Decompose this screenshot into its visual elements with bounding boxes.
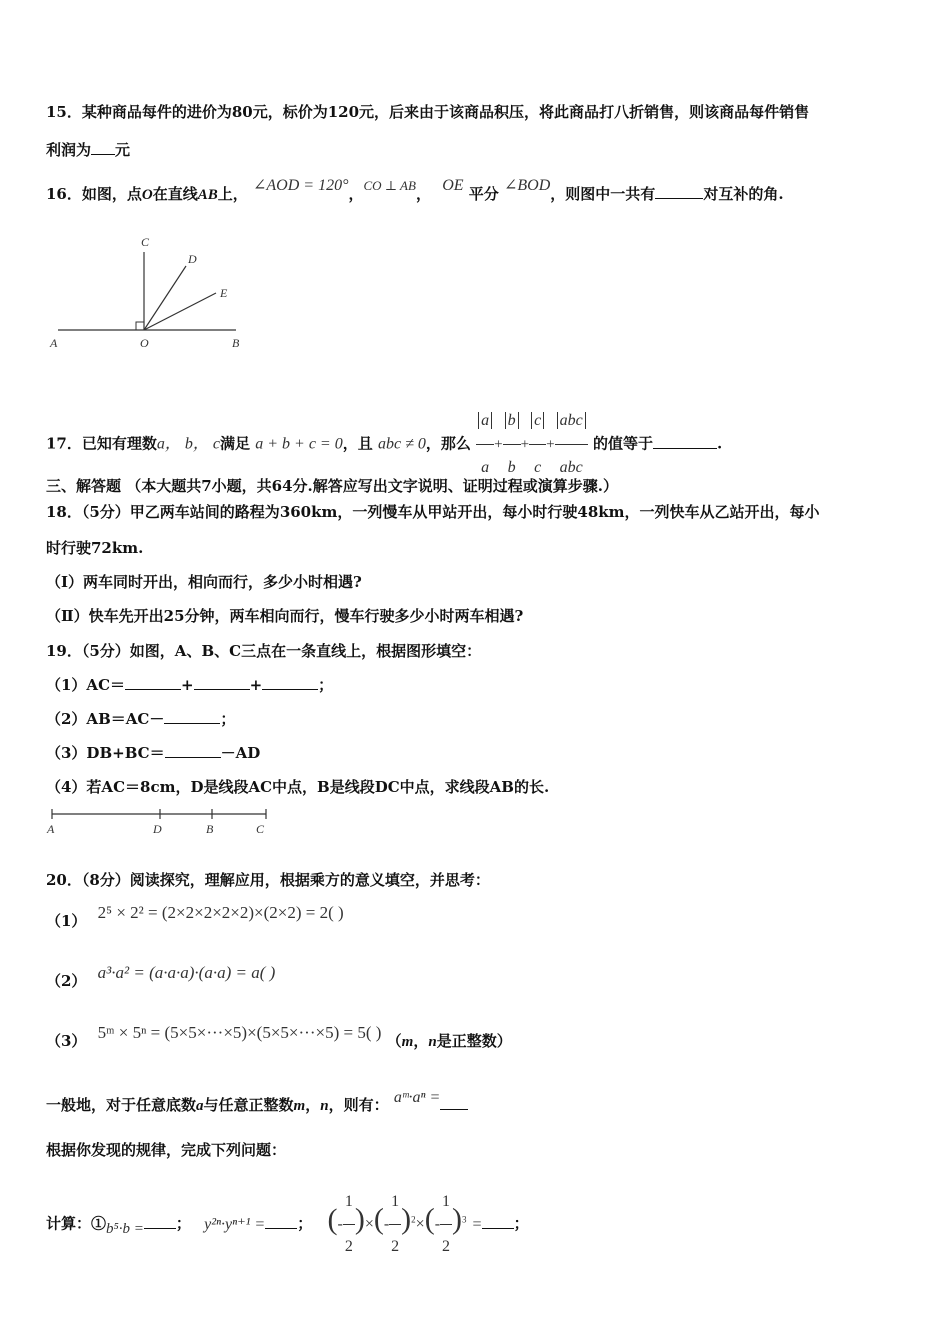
q20-item2 [46, 963, 276, 996]
q17-ineq: abc ≠ 0 [377, 435, 426, 453]
q16-point-o: O [141, 187, 153, 203]
paren-close-2: ) [401, 1202, 412, 1236]
q15-unit: 元 [115, 141, 131, 159]
q20-calc1-blank[interactable] [144, 1228, 176, 1229]
q20-semi2: ； [297, 1214, 313, 1233]
q16-comma2: ， [415, 185, 431, 203]
q17-blank[interactable] [653, 448, 717, 449]
q20-semi3: ； [513, 1214, 529, 1233]
frac-b: $\frac{b}{b}$ [503, 398, 521, 491]
minus-1: - [337, 1215, 343, 1233]
times-2: × [415, 1215, 425, 1233]
q17-and: ，且 [342, 434, 373, 453]
q19-title: 19．（5分）如图，A、B、C三点在一条直线上，根据图形填空： [46, 642, 482, 660]
frac-half-1: $\frac{1}{2}$ [343, 1180, 355, 1269]
q15-line1: 15．某种商品每件的进价为80元，标价为120元，后来由于该商品积压，将此商品打八折销售，则该商品每件销售 [46, 103, 810, 121]
q20-semi1: ； [175, 1214, 191, 1233]
q18-line1: 18．（5分）甲乙两车站间的路程为360km，一列慢车从甲站开出，每小时行驶48km，一列快车从乙站开出，每小 [46, 503, 820, 521]
q16-oe: OE [442, 177, 464, 194]
minus-3: - [434, 1215, 441, 1233]
q20-general-text: 一般地，对于任意底数 [46, 1096, 197, 1114]
q20-sep: ， [413, 1032, 429, 1050]
q20-n: n [428, 1034, 437, 1050]
q20-general [46, 1090, 468, 1121]
q16-bisect: 平分 [468, 185, 499, 203]
q20-item1-label: （1） [46, 912, 87, 930]
q19-p3-text: （3）DB+BC＝ [46, 744, 165, 762]
q17-post: 的值等于 [592, 434, 653, 453]
q19-part4: （4）若AC＝8cm，D是线段AC中点，B是线段DC中点，求线段AB的长. [46, 778, 550, 796]
q19-part2 [46, 709, 235, 729]
q20-item1 [46, 903, 344, 936]
section-3-heading: 三、解答题 （本大题共7小题，共64分.解答应写出文字说明、证明过程或演算步骤.） [46, 477, 618, 495]
q20-item2-expr: a³·a² = (a·a·a)·(a·a) = a( ) [97, 963, 276, 982]
q16-line-ab: AB [197, 187, 218, 203]
q20-general-blank[interactable] [440, 1109, 468, 1110]
label-a: A [50, 336, 58, 350]
q19-p1-text: （1）AC＝ [46, 676, 126, 694]
paren-close-1: ) [354, 1202, 365, 1236]
q19-p1-end: ； [318, 676, 334, 694]
q19-part1 [46, 675, 333, 695]
plus-3: + [546, 436, 555, 453]
q16-perp: CO ⊥ AB [363, 178, 416, 193]
q20-item3-label: （3） [46, 1032, 87, 1050]
q15-line2 [46, 140, 130, 160]
label-e: E [220, 286, 228, 300]
paren-open-1: ( [327, 1202, 338, 1236]
q19-p2-text: （2）AB＝AC－ [46, 710, 165, 728]
q20-item1-expr: 2⁵ × 2² = (2×2×2×2×2)×(2×2) = 2( ) [97, 903, 344, 922]
q18-part1: （Ⅰ）两车同时开出，相向而行，多少小时相遇? [46, 573, 362, 591]
q18-line2: 时行驶72km. [46, 539, 144, 557]
q20-calc2-blank[interactable] [265, 1228, 297, 1229]
plus-1: + [494, 436, 503, 453]
frac-a: $\frac{a}{a}$ [476, 398, 494, 491]
q17-end: . [717, 434, 723, 453]
q19-plus-2: + [249, 676, 263, 694]
q20-calc-label: 计算：① [46, 1214, 107, 1233]
q16-angle-aod: ∠AOD = 120° [253, 177, 349, 194]
q15-text: 利润为 [46, 141, 92, 159]
q20-calc2-expr: y²ⁿ·yⁿ⁺¹ = [204, 1215, 266, 1233]
q19-plus-1: + [181, 676, 194, 694]
q20-item3-expr: 5ᵐ × 5ⁿ = (5×5×···×5)×(5×5×···×5) = 5( ) [97, 1023, 382, 1042]
q16-line [46, 177, 784, 205]
q16-figure [46, 230, 256, 355]
q16-text3: 上， [217, 185, 248, 203]
right-angle-mark [136, 322, 144, 330]
q16-text: 16．如图，点 [46, 185, 142, 203]
q20-rule: 根据你发现的规律，完成下列问题： [46, 1141, 287, 1159]
q20-calc1-expr: b⁵·b = [106, 1220, 144, 1237]
q20-title: 20．（8分）阅读探究，理解应用，根据乘方的意义填空，并思考： [46, 871, 490, 889]
ray-od [144, 266, 186, 330]
q20-note-open: （ [386, 1032, 402, 1050]
frac-half-3: $\frac{1}{2}$ [440, 1180, 452, 1269]
label-c: C [141, 235, 150, 249]
q20-general-mid: 与任意正整数 [203, 1096, 294, 1114]
label-d: D [153, 822, 162, 836]
paren-close-3: ) [452, 1202, 463, 1236]
frac-abc: $\frac{\text{abc}}{\text{abc}}$ [555, 398, 588, 491]
q16-text5: 对互补的角. [703, 185, 784, 203]
q19-part3 [46, 743, 260, 763]
exponent-3: 3 [462, 1214, 467, 1225]
q20-general-sep: ， [305, 1096, 321, 1114]
q20-m: m [401, 1034, 414, 1050]
q17-then: ，那么 [425, 434, 471, 453]
q19-p2-end: ； [220, 710, 236, 728]
q16-text2: 在直线 [152, 185, 198, 203]
q17-sum-eq: a + b + c = 0 [255, 435, 343, 453]
q20-item2-label: （2） [46, 972, 87, 990]
ray-oe [144, 293, 216, 330]
q16-comma: ， [348, 185, 364, 203]
q20-general-expr: aᵐ·aⁿ = [393, 1089, 441, 1106]
label-o: O [140, 336, 149, 350]
plus-2: + [520, 436, 530, 453]
q20-item3 [46, 1023, 512, 1057]
frac-c: $\frac{c}{c}$ [529, 398, 546, 491]
q20-a: a [196, 1098, 204, 1114]
q20-general-n: n [320, 1098, 329, 1114]
minus-2: - [383, 1215, 390, 1233]
paren-open-3: ( [424, 1202, 435, 1236]
exponent-2: 2 [411, 1214, 416, 1225]
q20-general-post: ，则有： [328, 1096, 389, 1114]
q17-vars: a， b， c [156, 435, 220, 453]
q17-text: 17．已知有理数 [46, 434, 157, 453]
q16-text4: ，则图中一共有 [550, 185, 656, 203]
q16-blank[interactable] [655, 198, 703, 199]
q19-blank-3[interactable] [262, 689, 318, 690]
q20-calc [46, 1180, 529, 1269]
paren-open-2: ( [373, 1202, 384, 1236]
times-1: × [364, 1215, 374, 1233]
label-b: B [206, 822, 214, 836]
label-c: C [256, 822, 265, 836]
frac-half-2: $\frac{1}{2}$ [389, 1180, 401, 1269]
q17-satisfy: 满足 [219, 434, 250, 453]
q15-blank[interactable] [91, 154, 115, 155]
label-d: D [188, 252, 197, 266]
q19-figure [44, 806, 274, 838]
q19-blank-5[interactable] [165, 757, 221, 758]
q19-blank-1[interactable] [125, 689, 181, 690]
q18-part2: （Ⅱ）快车先开出25分钟，两车相向而行，慢车行驶多少小时两车相遇? [46, 607, 524, 625]
q19-p3-post: －AD [220, 744, 261, 762]
q20-note-close: 是正整数） [436, 1032, 512, 1050]
q19-blank-4[interactable] [164, 723, 220, 724]
label-b: B [232, 336, 240, 350]
q19-blank-2[interactable] [194, 689, 250, 690]
label-a: A [47, 822, 55, 836]
q20-calc3-blank[interactable] [482, 1228, 514, 1229]
equals: = [472, 1215, 482, 1233]
q16-angle-bod: ∠BOD [504, 177, 551, 194]
q20-general-m: m [293, 1098, 306, 1114]
